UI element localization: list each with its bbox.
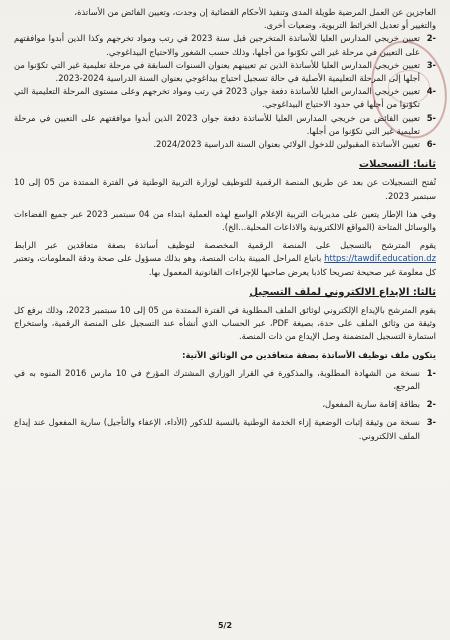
list-item-2 xyxy=(14,32,436,58)
deposit-paragraph-1: يقوم المترشح بالإيداع الإلكتروني لوثائق الملف المطلوبة في الفترة الممتدة من 05 إلى 10 سبتمبر 2023، وذلك برفع كل وثيقة من وثائق الملف على حدة، بصيغة PDF، عبر الحساب الذي أنشأه عند التسجيل على المنصة الرقمية، واستخراج استمارة التسجيل المتضمنة وصل الإيداع من ذات المنصة. xyxy=(14,305,436,342)
document-item-3 xyxy=(14,416,436,442)
list-number: -3 xyxy=(426,59,436,70)
registration-text-after: باتباع المراحل المبينة بذات المنصة، وهو بذلك مسؤول على صحة ودقة المعلومات، وتعتبر كل معلومة غير صحيحة تصريحا كاذبا يعرض صاحبها للإجراءات القانونية المعمول بها. xyxy=(14,253,436,277)
list-item-5 xyxy=(14,112,436,138)
page-number: 5/2 xyxy=(217,621,233,630)
list-item-4 xyxy=(14,85,436,111)
intro-line-2: والتغيير أو تعديل الخرائط التربوية، وضعيات أخرى. xyxy=(263,20,436,31)
list-item-6 xyxy=(14,138,436,151)
section-title-electronic-deposit: ثالثا: الإيداع الالكتروني لملف التسجيل xyxy=(249,286,436,298)
list-number: -6 xyxy=(426,139,436,150)
registration-paragraph-1: تُفتح التسجيلات عن بعد عن طريق المنصة الرقمية للتوظيف لوزارة التربية الوطنية في الفترة الممتدة من 05 إلى 10 سبتمبر 2023. xyxy=(14,177,436,201)
list-text: تعيين الأساتذة المقبولين للدخول الولائي بعنوان السنة الدراسية 2024/2023. xyxy=(153,139,420,150)
registration-paragraph-2: وفي هذا الإطار يتعين على مديريات التربية الإعلام الواسع لهذه العملية ابتداء من 04 سبتمبر 2023 عبر جميع الفضاءات والوسائل المتاحة (المواقع الالكترونية والاذاعات المحلية...الخ). xyxy=(14,208,437,233)
list-text: تعيين خريجي المدارس العليا للأساتذة المتخرجين قبل سنة 2023 في رتب ومواد تخرجهم وكذا الذين أبدوا موافقتهم على التعيين في مرحلة غير التي تكوّنوا من أجلها، وذلك حسب الشغور والاحتياج البيداغوجي. xyxy=(14,33,420,57)
list-number: -5 xyxy=(426,112,436,123)
list-text: نسخة من وثيقة إثبات الوضعية إزاء الخدمة الوطنية بالنسبة للذكور (الأداء، الإعفاء والتأجيل) سارية المفعول عند إيداع الملف الالكتروني. xyxy=(14,417,420,441)
list-number: -3 xyxy=(426,417,436,428)
section-title-registrations: ثانيا: التسجيلات xyxy=(359,159,436,171)
document-item-1 xyxy=(14,367,436,393)
list-item-3 xyxy=(14,59,436,85)
registration-text-before: يقوم المترشح بالتسجيل على المنصة الرقمية المخصصة لتوظيف أساتذة بصفة متعاقدين عبر الرابط xyxy=(14,240,436,251)
list-text: تعيين الفائض من خريجي المدارس العليا للأساتذة دفعة جوان 2023 الذين أبدوا موافقتهم على التعيين في مرحلة تعليمية غير التي تكوّنوا من أجلها. xyxy=(14,112,420,136)
deposit-paragraph-2: يتكون ملف توظيف الأساتذة بصفة متعاقدين من الوثائق الآتية: xyxy=(182,349,436,360)
list-text: بطاقة إقامة سارية المفعول، xyxy=(322,399,420,410)
document-item-2 xyxy=(14,398,436,411)
list-number: -4 xyxy=(426,86,436,97)
list-text: نسخة من الشهادة المطلوبة، والمذكورة في القرار الوزاري المشترك المؤرخ في 10 مارس 2016 المنوه به في المرجع، xyxy=(14,367,420,392)
list-number: -2 xyxy=(426,33,436,44)
list-text: تعيين خريجي المدارس العليا للأساتذة الذين تم تعيينهم بعنوان السنوات السابقة في مرحلة تعليمية غير التي تكوّنوا من أجلها إلى المرحلة التعليمية الأصلية في حالة تسجيل احتياج بيداغوجي بعنوان السنة الدراسية 2024-2023. xyxy=(14,59,420,84)
list-number: -1 xyxy=(426,367,436,378)
document-body xyxy=(14,6,436,443)
registration-paragraph-3 xyxy=(14,239,436,279)
list-text: تعيين خريجي المدارس العليا للأساتذة دفعة جوان 2023 في رتب ومواد تخرجهم وعلى مستوى المرحلة التعليمية التي تكوّنوا من أجلها في حدود الاحتياج البيداغوجي. xyxy=(14,86,421,110)
platform-link[interactable]: https://tawdif.education.dz xyxy=(324,253,436,264)
list-number: -2 xyxy=(426,399,436,410)
intro-line-1: العاجزين عن العمل المرضية طويلة المدى وتنفيذ الأحكام القضائية إن وجدت، وتعيين الفائض من الأساتذة، xyxy=(74,7,436,17)
